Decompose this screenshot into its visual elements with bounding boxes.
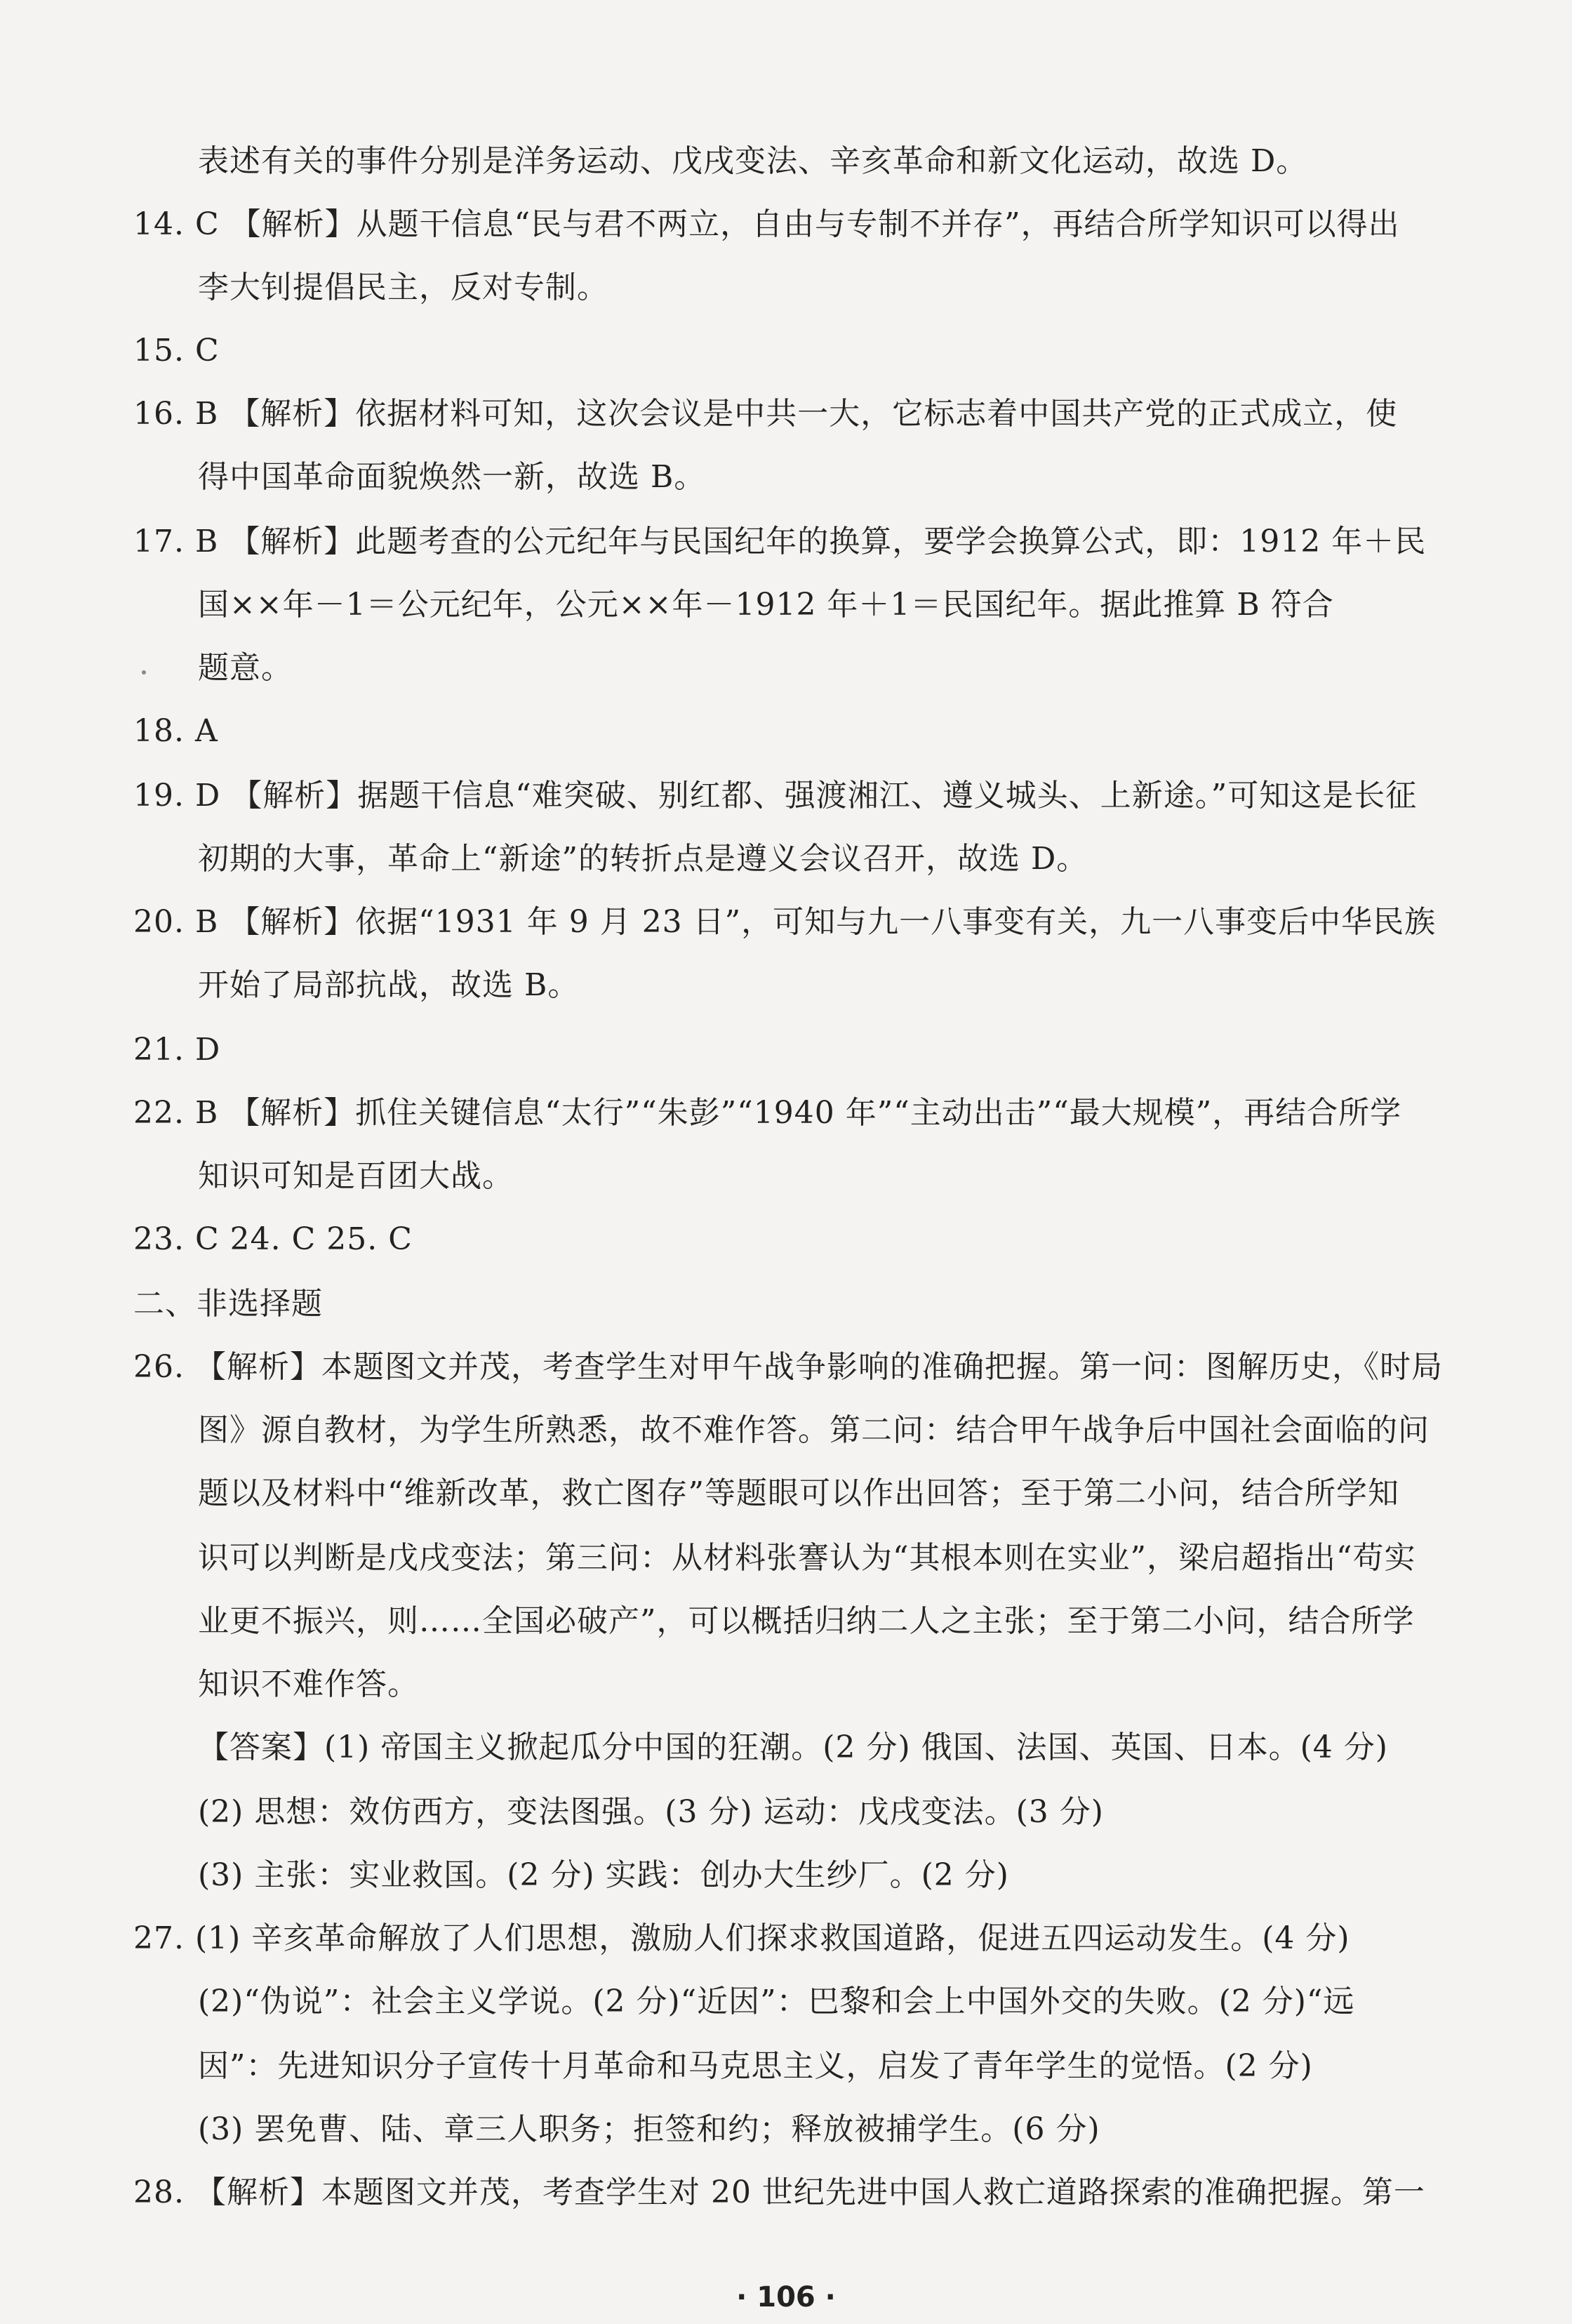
section-heading: 二、非选择题 <box>133 1286 323 1322</box>
text-line-20: 图》源自教材，为学生所熟悉，故不难作答。第二问：结合甲午战争后中国社会面临的问 <box>198 1412 1430 1448</box>
text-line-22: 识可以判断是戊戌变法；第三问：从材料张謇认为“其根本则在实业”，梁启超指出“苟实 <box>198 1540 1416 1576</box>
text-line-0: 表述有关的事件分别是洋务运动、戊戌变法、辛亥革命和新文化运动，故选 D。 <box>198 143 1308 179</box>
question-20: 20. B 【解析】依据“1931 年 9 月 23 日”，可知与九一八事变有关，九一八事变后中华民族 <box>133 904 1437 940</box>
text-line-16: 知识可知是百团大战。 <box>198 1158 514 1194</box>
text-line-21: 题以及材料中“维新改革，救亡图存”等题眼可以作出回答；至于第二小问，结合所学知 <box>198 1475 1399 1511</box>
text-line-2: 李大钊提倡民主，反对专制。 <box>198 270 608 305</box>
question-15: 15. C <box>133 333 220 368</box>
text-line-24: 知识不难作答。 <box>198 1666 419 1702</box>
page-number: · 106 · <box>736 2281 836 2313</box>
question-22: 22. B 【解析】抓住关键信息“太行”“朱彭”“1940 年”“主动出击”“最大规模”，再结合所学 <box>133 1095 1402 1131</box>
answer-26-2: (2) 思想：效仿西方，变法图强。(3 分) 运动：戊戌变法。(3 分) <box>198 1794 1104 1830</box>
question-19: 19. D 【解析】据题干信息“难突破、别红都、强渡湘江、遵义城头、上新途。”可知这是长征 <box>133 778 1418 814</box>
text-line-5: 得中国革命面貌焕然一新，故选 B。 <box>198 459 706 495</box>
answer-26-3: (3) 主张：实业救国。(2 分) 实践：创办大生纱厂。(2 分) <box>198 1857 1009 1893</box>
answer-27-2: (2)“伪说”：社会主义学说。(2 分)“近因”：巴黎和会上中国外交的失败。(2 分)“远 <box>198 1984 1355 2019</box>
text-line-23: 业更不振兴，则……全国必破产”，可以概括归纳二人之主张；至于第二小问，结合所学 <box>198 1603 1415 1639</box>
question-17: 17. B 【解析】此题考查的公元纪年与民国纪年的换算，要学会换算公式，即：1912 年＋民 <box>133 524 1427 559</box>
answer-26-1: 【答案】(1) 帝国主义掀起瓜分中国的狂潮。(2 分) 俄国、法国、英国、日本。(4 分) <box>198 1729 1388 1765</box>
text-line-13: 开始了局部抗战，故选 B。 <box>198 967 580 1003</box>
text-line-30: 因”：先进知识分子宣传十月革命和马克思主义，启发了青年学生的觉悟。(2 分) <box>198 2048 1313 2084</box>
question-16: 16. B 【解析】依据材料可知，这次会议是中共一大，它标志着中国共产党的正式成立，使 <box>133 396 1398 432</box>
question-28: 28. 【解析】本题图文并茂，考查学生对 20 世纪先进中国人救亡道路探索的准确把握。第一 <box>133 2174 1425 2210</box>
question-27: 27. (1) 辛亥革命解放了人们思想，激励人们探求救国道路，促进五四运动发生。(4 分) <box>133 1920 1350 1956</box>
text-line-7: 国××年－1＝公元纪年，公元××年－1912 年＋1＝民国纪年。据此推算 B 符合 <box>198 587 1334 623</box>
question-26: 26. 【解析】本题图文并茂，考查学生对甲午战争影响的准确把握。第一问：图解历史，《时局 <box>133 1349 1443 1385</box>
text-line-8: 题意。 <box>198 650 293 686</box>
scan-speck <box>142 670 146 675</box>
question-18: 18. A <box>133 713 218 749</box>
answer-27-3: (3) 罢免曹、陆、章三人职务；拒签和约；释放被捕学生。(6 分) <box>198 2111 1100 2147</box>
question-14: 14. C 【解析】从题干信息“民与君不两立，自由与专制不并存”，再结合所学知识可以得出 <box>133 206 1400 242</box>
question-21: 21. D <box>133 1032 221 1068</box>
questions-23-25: 23. C 24. C 25. C <box>133 1221 413 1257</box>
text-line-11: 初期的大事，革命上“新途”的转折点是遵义会议召开，故选 D。 <box>198 841 1088 877</box>
